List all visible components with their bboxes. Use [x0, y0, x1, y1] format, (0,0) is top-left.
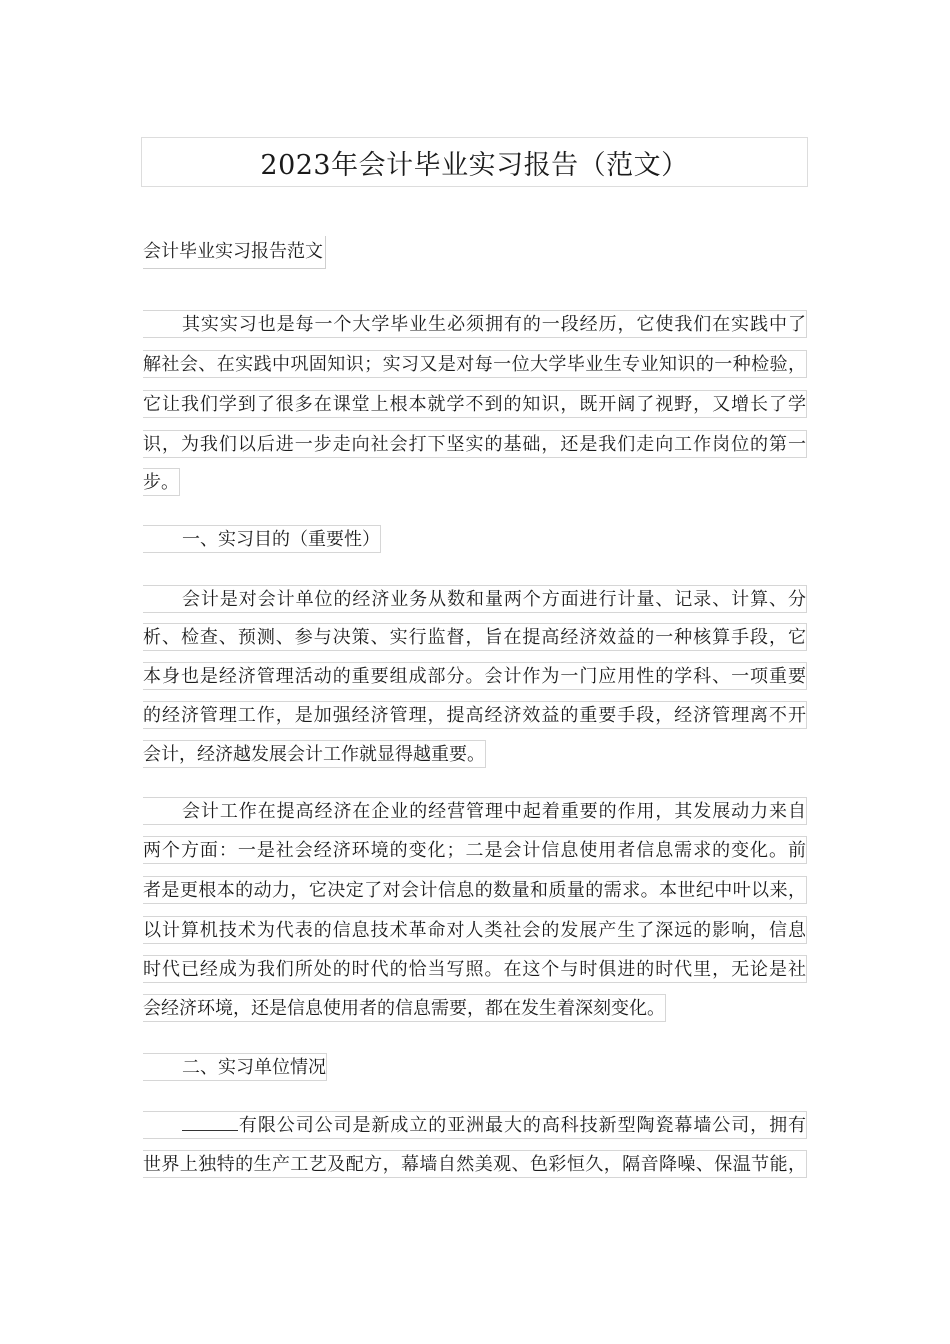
section-heading: 一、实习目的（重要性）: [143, 525, 381, 553]
paragraph-line-text: 有限公司公司是新成立的亚洲最大的高科技新型陶瓷幕墙公司，拥有: [238, 1115, 806, 1136]
section-heading: 二、实习单位情况: [143, 1053, 327, 1081]
paragraph-line: 解社会、在实践中巩固知识；实习又是对每一位大学毕业生专业知识的一种检验，: [143, 350, 807, 378]
document-title: [141, 137, 808, 187]
document-subtitle: 会计毕业实习报告范文: [143, 236, 326, 269]
paragraph-line: [143, 1111, 807, 1139]
paragraph-line: 析、检查、预测、参与决策、实行监督，旨在提高经济效益的一种核算手段，它: [143, 623, 807, 651]
paragraph-line: 会计，经济越发展会计工作就显得越重要。: [143, 740, 486, 768]
paragraph-line: 者是更根本的动力，它决定了对会计信息的数量和质量的需求。本世纪中叶以来，: [143, 876, 807, 904]
paragraph-line: 识，为我们以后进一步走向社会打下坚实的基础，还是我们走向工作岗位的第一: [143, 430, 807, 458]
paragraph-line: 其实实习也是每一个大学毕业生必须拥有的一段经历，它使我们在实践中了: [143, 310, 807, 338]
paragraph-line: 世界上独特的生产工艺及配方，幕墙自然美观、色彩恒久，隔音降噪、保温节能，: [143, 1150, 807, 1178]
document-title-text: 2023年会计毕业实习报告（范文）: [260, 149, 689, 181]
paragraph-line: 它让我们学到了很多在课堂上根本就学不到的知识，既开阔了视野，又增长了学: [143, 390, 807, 418]
paragraph-line: 会经济环境，还是信息使用者的信息需要，都在发生着深刻变化。: [143, 994, 666, 1022]
paragraph-line: 的经济管理工作，是加强经济管理，提高经济效益的重要手段，经济管理离不开: [143, 701, 807, 729]
paragraph-line: 时代已经成为我们所处的时代的恰当写照。在这个与时俱进的时代里，无论是社: [143, 955, 807, 983]
paragraph-line: 步。: [143, 468, 180, 496]
paragraph-line: 本身也是经济管理活动的重要组成部分。会计作为一门应用性的学科、一项重要: [143, 662, 807, 690]
paragraph-line: 以计算机技术为代表的信息技术革命对人类社会的发展产生了深远的影响，信息: [143, 916, 807, 944]
paragraph-line: 会计是对会计单位的经济业务从数和量两个方面进行计量、记录、计算、分: [143, 585, 807, 613]
paragraph-line: 两个方面：一是社会经济环境的变化；二是会计信息使用者信息需求的变化。前: [143, 836, 807, 864]
fill-in-blank: [182, 1112, 238, 1131]
paragraph-line: 会计工作在提高经济在企业的经营管理中起着重要的作用，其发展动力来自: [143, 797, 807, 825]
